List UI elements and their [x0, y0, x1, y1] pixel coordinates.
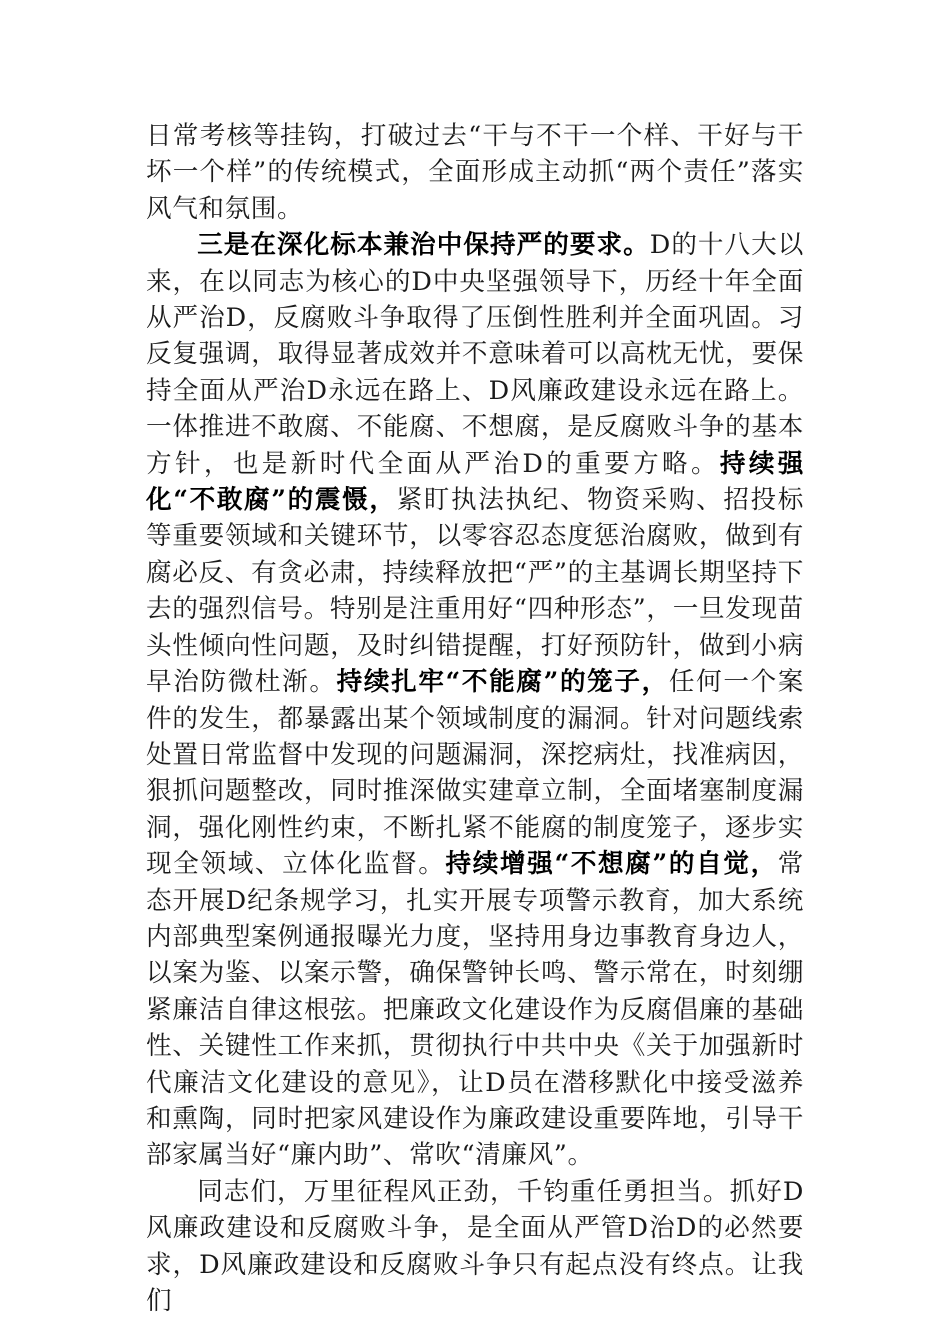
document-body: [146, 118, 804, 1319]
paragraph-continuation: [146, 118, 804, 227]
bold-lead-cannot: 持续扎牢“不能腐”的笼子，: [336, 667, 669, 698]
paragraph-closing: [146, 1174, 804, 1320]
text-run: D的十八大以来，在以同志为核心的D中央坚强领导下，历经十年全面从严治D，反腐败斗争取得了压倒性胜利并全面巩固。习反复强调，取得显著成效并不意味着可以高枕无忧，要保持全面从严治D永远在路上、D风廉政建设永远在路上。一体推进不敢腐、不能腐、不想腐，是反腐败斗争的基本方针，也是新时代全面从严治D的重要方略。: [146, 230, 804, 479]
bold-lead-not-dare: 持续强化“不敢腐”的震慑，: [146, 448, 804, 516]
text-run: 日常考核等挂钩，打破过去“干与不干一个样、干好与干坏一个样”的传统模式，全面形成主动抓“两个责任”落实风气和氛围。: [146, 121, 804, 224]
text-run: 任何一个案件的发生，都暴露出某个领域制度的漏洞。针对问题线索处置日常监督中发现的问题漏洞，深挖病灶，找准病因，狠抓问题整改，同时推深做实建章立制，全面堵塞制度漏洞，强化刚性约束，不断扎紧不能腐的制度笼子，逐步实现全领域、立体化监督。: [146, 667, 804, 880]
text-run: 同志们，万里征程风正劲，千钧重任勇担当。抓好D风廉政建设和反腐败斗争，是全面从严管D治D的必然要求，D风廉政建设和反腐败斗争只有起点没有终点。让我们: [146, 1176, 804, 1316]
paragraph-section-three: [146, 227, 804, 1174]
bold-lead-not-want: 持续增强“不想腐”的自觉，: [445, 849, 778, 880]
text-run: 常态开展D纪条规学习，扎实开展专项警示教育，加大系统内部典型案例通报曝光力度，坚持用身边事教育身边人，以案为鉴、以案示警，确保警钟长鸣、警示常在，时刻绷紧廉洁自律这根弦。把廉政文化建设作为反腐倡廉的基础性、关键性工作来抓，贯彻执行中共中央《关于加强新时代廉洁文化建设的意见》，让D员在潜移默化中接受滋养和熏陶，同时把家风建设作为廉政建设重要阵地，引导干部家属当好“廉内助”、常吹“清廉风”。: [146, 849, 804, 1171]
section-heading: 三是在深化标本兼治中保持严的要求。: [197, 230, 650, 261]
text-run: 紧盯执法执纪、物资采购、招投标等重要领域和关键环节，以零容忍态度惩治腐败，做到有腐必反、有贪必肃，持续释放把“严”的主基调长期坚持下去的强烈信号。特别是注重用好“四种形态”，一旦发现苗头性倾向性问题，及时纠错提醒，打好预防针，做到小病早治防微杜渐。: [146, 485, 804, 698]
